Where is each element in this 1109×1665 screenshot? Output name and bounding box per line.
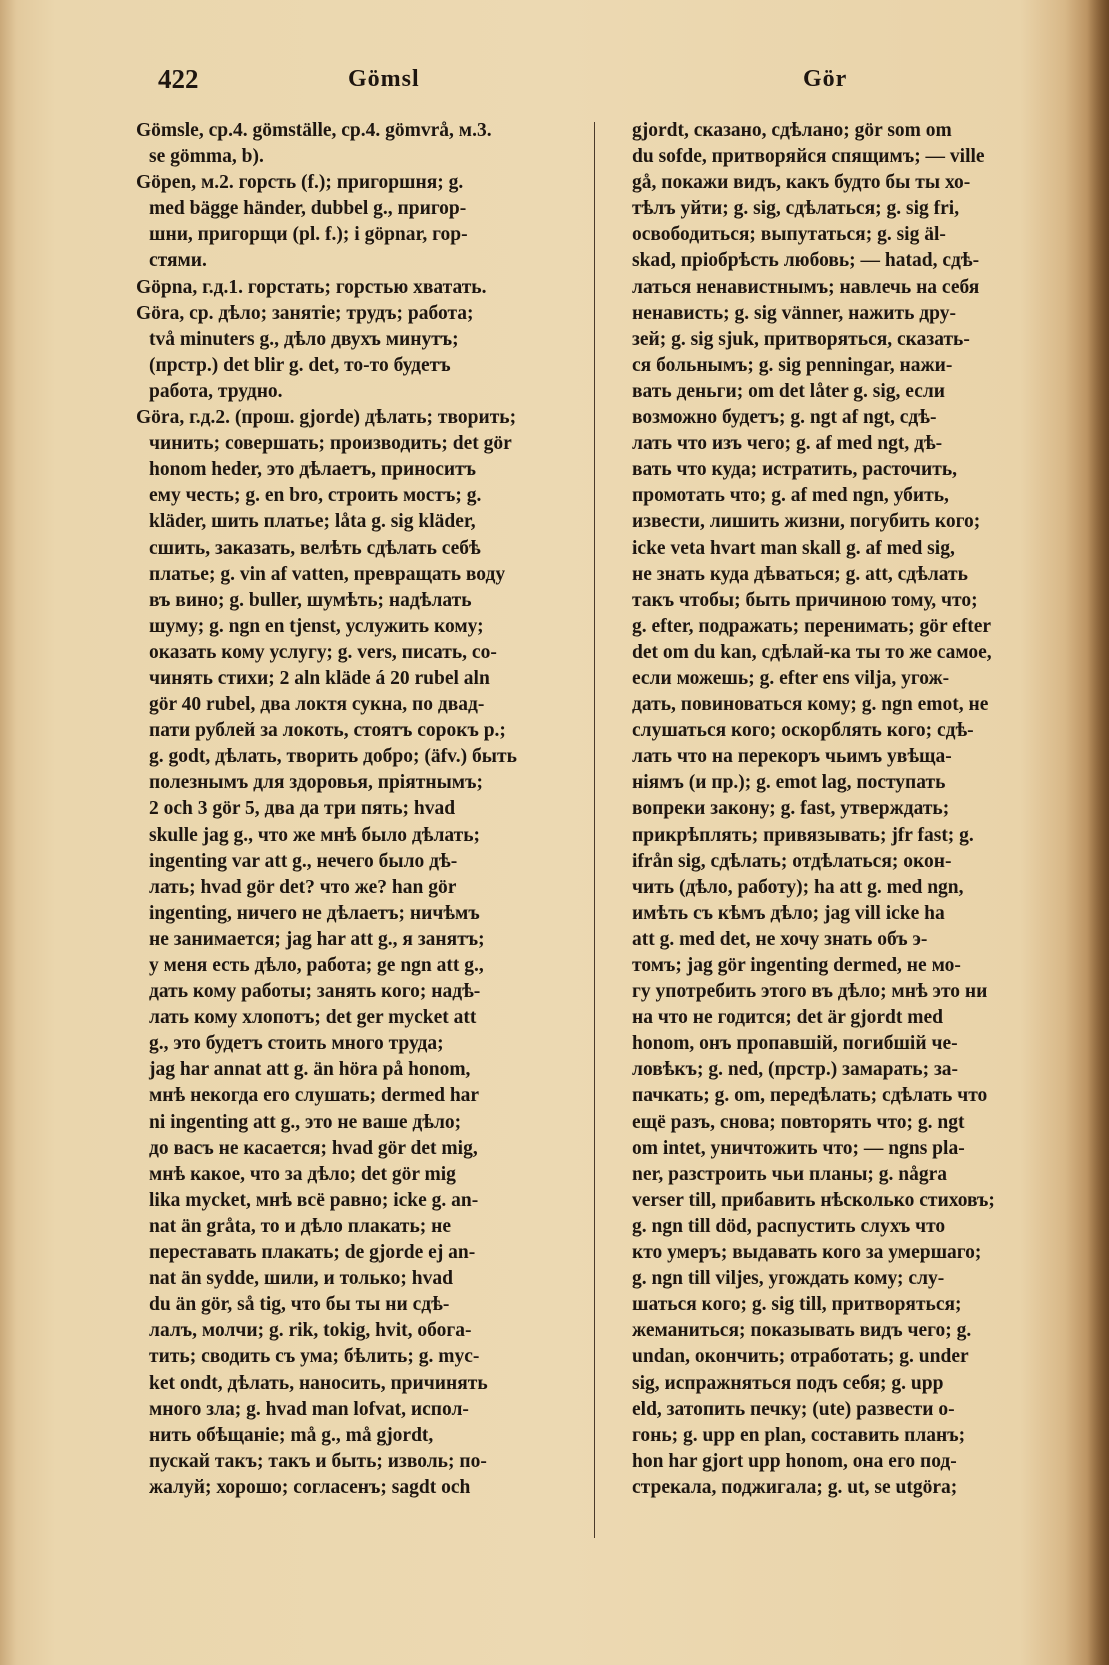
text-line: вопреки закону; g. fast, утверждать; xyxy=(632,798,950,820)
right-running-head: Gör xyxy=(803,66,848,92)
text-line: чить (дѣло, работу); ha att g. med ngn, xyxy=(632,876,964,898)
text-line: verser till, прибавить нѣсколько стиховъ; xyxy=(632,1189,995,1211)
text-line: латься ненавистнымъ; навлечь на себя xyxy=(632,276,980,298)
right-column xyxy=(619,118,1062,1538)
text-line: ещё разъ, снова; повторять что; g. ngt xyxy=(632,1111,965,1133)
text-line: ненависть; g. sig vänner, нажить дру- xyxy=(632,302,956,324)
text-line: att g. med det, не хочу знать объ э- xyxy=(632,928,928,950)
text-line: пачкать; g. om, передѣлать; сдѣлать что xyxy=(632,1085,988,1107)
text-line: имѣть съ кѣмъ дѣло; jag vill icke ha xyxy=(632,902,945,924)
text-line: стями. xyxy=(149,250,207,272)
text-line: g. efter, подражать; перенимать; gör efter xyxy=(632,615,992,637)
text-line: вать что куда; истратить, расточить, xyxy=(632,459,958,481)
text-line: det om du kan, сдѣлай-ка ты то же самое, xyxy=(632,641,992,663)
text-line: гонь; g. upp en plan, составить планъ; xyxy=(632,1424,966,1446)
text-line: оказать кому услугу; g. vers, писать, со- xyxy=(149,641,497,663)
text-line: въ вино; g. buller, шумѣть; надѣлать xyxy=(149,589,472,611)
text-line: дать кому работы; занять кого; надѣ- xyxy=(149,981,481,1003)
text-line: не занимается; jag har att g., я занятъ; xyxy=(149,928,485,950)
text-line: om intet, уничтожить что; — ngns pla- xyxy=(632,1137,965,1159)
text-line: тить; сводить съ ума; бѣлить; g. myc- xyxy=(149,1346,480,1368)
text-line: Göpna, г.д.1. горстать; горстью хватать. xyxy=(136,276,487,298)
text-line: много зла; g. hvad man lofvat, испол- xyxy=(149,1398,469,1420)
text-line: ni ingenting att g., это не ваше дѣло; xyxy=(149,1111,462,1133)
text-line: två minuters g., дѣло двухъ минутъ; xyxy=(149,328,459,350)
text-line: мнѣ некогда его слушать; dermed har xyxy=(149,1085,480,1107)
text-line: на что не годится; det är gjordt med xyxy=(632,1007,944,1029)
text-line: возможно будетъ; g. ngt af ngt, сдѣ- xyxy=(632,407,937,429)
text-line: лать что изъ чего; g. af med ngt, дѣ- xyxy=(632,433,943,455)
text-line: жеманиться; показывать видъ чего; g. xyxy=(632,1320,972,1342)
text-line: ingenting var att g., нечего было дѣ- xyxy=(149,850,458,872)
text-line: Gömsle, cp.4. gömställe, cp.4. gömvrå, м.3. xyxy=(136,120,492,141)
text-line: nat än gråta, то и дѣло плакать; не xyxy=(149,1215,452,1237)
text-line: лать; hvad gör det? что же? han gör xyxy=(149,876,457,898)
text-line: nat än sydde, шили, и только; hvad xyxy=(149,1268,453,1290)
text-line: работа, трудно. xyxy=(149,380,283,402)
text-line: лать что на перекоръ чьимъ увѣща- xyxy=(632,746,952,768)
text-line: до васъ не касается; hvad gör det mig, xyxy=(149,1137,478,1159)
text-line: тѣлъ уйти; g. sig, сдѣлаться; g. sig fri, xyxy=(632,198,960,220)
text-line: чинить; совершать; производить; det gör xyxy=(149,433,512,455)
text-line: зей; g. sig sjuk, притворяться, сказать- xyxy=(632,328,970,350)
text-line: жалуй; хорошо; согласенъ; sagdt och xyxy=(149,1476,471,1498)
text-line: ner, разстроить чьи планы; g. några xyxy=(632,1163,948,1185)
text-line: ся больнымъ; g. sig penningar, нажи- xyxy=(632,354,953,376)
text-line: ніямъ (и пр.); g. emot lag, поступать xyxy=(632,772,946,794)
text-line: g. ngn till viljes, угождать кому; слу- xyxy=(632,1268,945,1290)
text-line: гу употребить этого въ дѣло; мнѣ это ни xyxy=(632,981,988,1003)
text-line: такъ чтобы; быть причиною тому, что; xyxy=(632,589,978,611)
text-line: gör 40 rubel, два локтя сукна, по двад- xyxy=(149,694,485,716)
text-line: skulle jag g., что же мнѣ было дѣлать; xyxy=(149,824,481,846)
text-line: icke veta hvart man skall g. af med sig, xyxy=(632,537,955,559)
text-line: du än gör, så tig, что бы ты ни сдѣ- xyxy=(149,1294,450,1316)
text-line: промотать что; g. af med ngn, убить, xyxy=(632,485,949,507)
text-line: пати рублей за локоть, стоятъ сорокъ р.; xyxy=(149,720,506,742)
text-line: ifrån sig, сдѣлать; отдѣлаться; окон- xyxy=(632,850,952,872)
text-line: у меня есть дѣло, работа; ge ngn att g., xyxy=(149,955,484,976)
text-line: (прстр.) det blir g. det, то-то будетъ xyxy=(149,354,451,376)
text-line: undan, окончить; отработать; g. under xyxy=(632,1346,969,1368)
text-line: шуму; g. ngn en tjenst, услужить кому; xyxy=(149,615,484,637)
text-line: ему честь; g. en bro, строить мостъ; g. xyxy=(149,485,482,507)
text-line: чинять стихи; 2 aln kläde á 20 rubel aln xyxy=(149,667,490,689)
text-line: Göpen, м.2. горсть (f.); пригоршня; g. xyxy=(136,172,464,194)
text-line: переставать плакать; de gjorde ej an- xyxy=(149,1242,476,1264)
text-line: jag har annat att g. än höra på honom, xyxy=(149,1059,471,1081)
text-line: gjordt, сказано, сдѣлано; gör som om xyxy=(632,120,952,141)
text-line: лать кому хлопотъ; det ger mycket att xyxy=(149,1007,477,1029)
page-header xyxy=(158,64,988,104)
text-line: ingenting, ничего не дѣлаетъ; ничѣмъ xyxy=(149,902,480,924)
text-line: g. ngn till död, распустить слухъ что xyxy=(632,1215,946,1237)
text-line: ловѣкъ; g. ned, (прстр.) замарать; за- xyxy=(632,1059,959,1081)
text-line: дать, повиноваться кому; g. ngn emot, не xyxy=(632,694,989,716)
text-line: извести, лишить жизни, погубить кого; xyxy=(632,511,981,533)
text-line: sig, испражняться подъ себя; g. upp xyxy=(632,1372,944,1394)
text-line: слушаться кого; оскорблять кого; сдѣ- xyxy=(632,720,974,742)
text-line: кто умеръ; выдавать кого за умершаго; xyxy=(632,1242,982,1264)
text-line: томъ; jag gör ingenting dermed, не мо- xyxy=(632,955,961,976)
text-line: gå, покажи видъ, какъ будто бы ты хо- xyxy=(632,172,971,194)
text-line: не знать куда дѣваться; g. att, сдѣлать xyxy=(632,563,968,585)
text-line: полезнымъ для здоровья, пріятнымъ; xyxy=(149,772,483,794)
text-line: шаться кого; g. sig till, притворяться; xyxy=(632,1294,962,1316)
text-line: du sofde, притворяйся спящимъ; — ville xyxy=(632,146,985,168)
text-line: ket ondt, дѣлать, наносить, причинять xyxy=(149,1372,488,1394)
text-line: лалъ, молчи; g. rik, tokig, hvit, обога- xyxy=(149,1320,472,1342)
page-edge-shadow xyxy=(1087,0,1109,1665)
text-line: сшить, заказать, велѣть сдѣлать себѣ xyxy=(149,537,481,559)
text-line: пускай такъ; такъ и быть; изволь; по- xyxy=(149,1450,487,1472)
text-line: g., это будетъ стоить много труда; xyxy=(149,1033,444,1055)
left-column xyxy=(136,118,579,1538)
text-line: eld, затопить печку; (ute) развести о- xyxy=(632,1398,955,1420)
text-line: med bägge händer, dubbel g., пригор- xyxy=(149,198,467,220)
text-line: вать деньги; om det låter g. sig, если xyxy=(632,380,946,402)
text-line: прикрѣплять; привязывать; jfr fast; g. xyxy=(632,824,974,846)
text-line: если можешь; g. efter ens vilja, угож- xyxy=(632,667,950,689)
text-line: honom, онъ пропавшій, погибшій че- xyxy=(632,1033,958,1055)
text-line: нить обѣщаніе; må g., må gjordt, xyxy=(149,1424,434,1446)
text-line: стрекала, поджигала; g. ut, se utgöra; xyxy=(632,1476,958,1498)
text-line: платье; g. vin af vatten, превращать воду xyxy=(149,563,506,585)
page-number: 422 xyxy=(158,64,199,94)
text-line: освободиться; выпутаться; g. sig äl- xyxy=(632,224,946,246)
text-line: honom heder, это дѣлаетъ, приноситъ xyxy=(149,459,477,481)
text-line: 2 och 3 gör 5, два да три пять; hvad xyxy=(149,798,456,820)
text-line: se gömma, b). xyxy=(149,146,264,168)
left-running-head: Gömsl xyxy=(348,66,420,92)
text-line: мнѣ какое, что за дѣло; det gör mig xyxy=(149,1163,456,1185)
text-line: шни, пригорщи (pl. f.); i göpnar, гор- xyxy=(149,224,468,246)
text-line: lika mycket, мнѣ всё равно; icke g. an- xyxy=(149,1189,479,1211)
text-line: skad, пріобрѣсть любовь; — hatad, сдѣ- xyxy=(632,250,980,272)
column-divider xyxy=(594,122,595,1538)
text-line: kläder, шить платье; låta g. sig kläder, xyxy=(149,511,476,533)
text-line: hon har gjort upp honom, она его под- xyxy=(632,1450,957,1472)
text-line: Göra, cp. дѣло; занятіе; трудъ; работа; xyxy=(136,302,474,324)
text-line: Göra, г.д.2. (прош. gjorde) дѣлать; творить; xyxy=(136,407,517,429)
text-line: g. godt, дѣлать, творить добро; (äfv.) быть xyxy=(149,746,517,768)
